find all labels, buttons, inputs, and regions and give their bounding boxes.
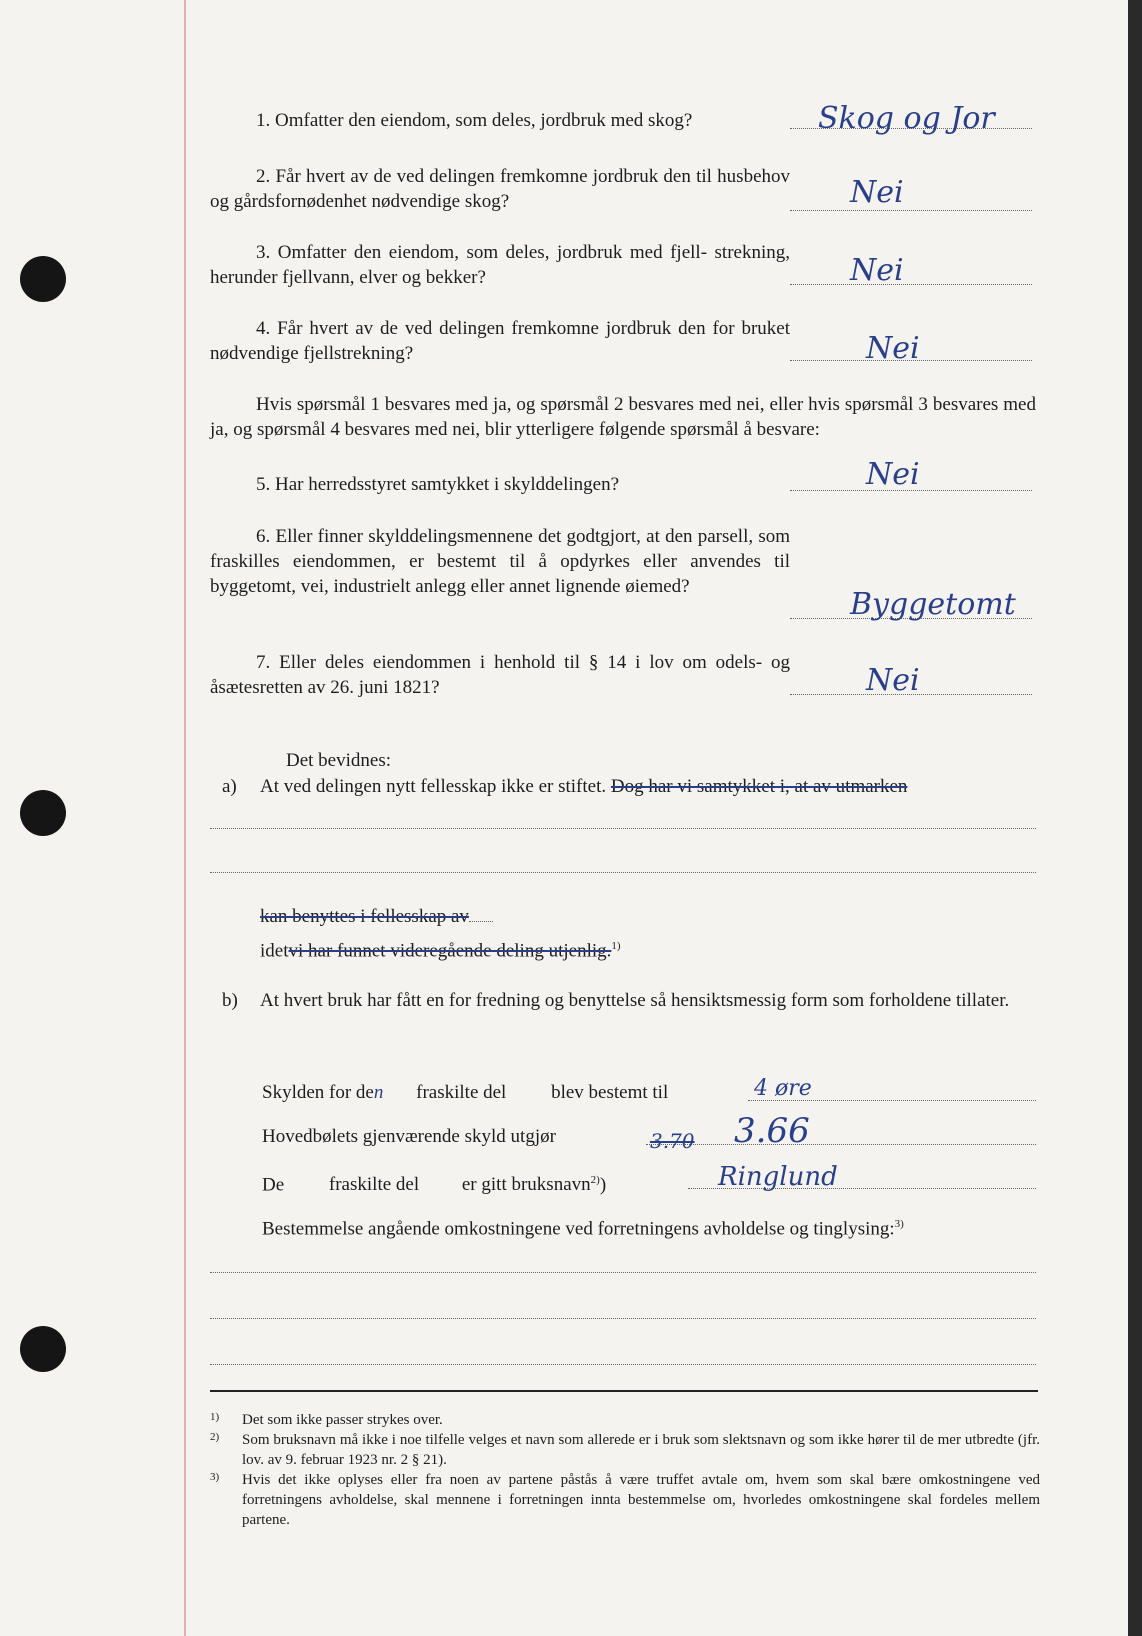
skyld-answer: 4 øre: [754, 1076, 812, 1101]
footnote-3: 3) Hvis det ikke oplyses eller fra noen av partene påstås å være truffet avtale om, hvem som skal bære omkostningene ved forretningens avholdelse, skal mennene i forretningen innta bestemmelse om, hvorledes omkostningene skal fordeles mellem partene.: [210, 1471, 1040, 1528]
item-a-label: a): [222, 776, 237, 797]
blank-line: [210, 1318, 1036, 1319]
footnote-2: 2) Som bruksnavn må ikke i noe tilfelle velges et navn som allerede er i bruk som slektsnavn og som ikke hører til de mer utbredte (jfr. lov. av 9. februar 1923 nr. 2 § 21).: [210, 1431, 1040, 1468]
bruksnavn-answer: Ringlund: [718, 1162, 838, 1192]
struck-value: 3.70: [650, 1129, 695, 1153]
question-3: 3. Omfatter den eiendom, som deles, jordbruk med fjell- strekning, herunder fjellvann, elver og bekker?: [210, 242, 790, 288]
answer-6: Byggetomt: [850, 587, 1016, 622]
answer-line: [790, 210, 1032, 211]
item-a-text: At ved delingen nytt fellesskap ikke er stiftet. Dog har vi samtykket i, at av utmarken: [260, 776, 908, 797]
item-b-label: b): [222, 990, 238, 1011]
item-b-text: At hvert bruk har fått en for fredning og benyttelse så hensiktsmessig form som forholdene tillater.: [260, 990, 1010, 1011]
item-a-line2: kan benyttes i fellesskap av: [260, 904, 493, 929]
question-5: 5. Har herredsstyret samtykket i skylddelingen?: [256, 474, 620, 495]
blank-line: [210, 828, 1036, 829]
skyld-line-3: De fraskilte del er gitt bruksnavn$^{2)}$): [262, 1174, 607, 1196]
footnote-1: 1) Det som ikke passer strykes over.: [210, 1411, 443, 1428]
answer-4: Nei: [866, 331, 920, 366]
skyld-line-4: Bestemmelse angående omkostningene ved forretningens avholdelse og tinglysing:$^{3)}$: [262, 1218, 904, 1240]
footnote-rule: [210, 1390, 1038, 1392]
punch-hole: [20, 256, 66, 302]
answer-line: [790, 284, 1032, 285]
skyld-line-1: Skylden for den fraskilte del blev bestemt til: [262, 1082, 669, 1103]
question-2: 2. Får hvert av de ved delingen fremkomne jordbruk den til husbehov og gårdsfornødenhet nødvendige skog?: [210, 166, 790, 212]
punch-hole: [20, 1326, 66, 1372]
question-1: 1. Omfatter den eiendom, som deles, jordbruk med skog?: [256, 110, 693, 131]
answer-2: Nei: [850, 175, 904, 210]
blank-line: [210, 1272, 1036, 1273]
question-4: 4. Får hvert av de ved delingen fremkomne jordbruk den for bruket nødvendige fjellstrekning?: [210, 318, 791, 364]
answer-3: Nei: [850, 253, 904, 288]
skyld-line-2: Hovedbølets gjenværende skyld utgjør: [262, 1126, 556, 1147]
answer-line: [646, 1144, 1036, 1145]
conditional-paragraph: Hvis spørsmål 1 besvares med ja, og spørsmål 2 besvares med nei, eller hvis spørsmål 3 besvares med ja, og spørsmål 4 besvares med nei, blir ytterligere følgende spørsmål å besvare:: [210, 394, 1036, 440]
blank-line: [210, 872, 1036, 873]
answer-7: Nei: [866, 663, 920, 698]
item-a-line3: idetvi har funnet videregående deling utjenlig.$^{1)}$: [260, 940, 621, 962]
certification-heading: Det bevidnes:: [286, 750, 392, 771]
answer-1: Skog og Jor: [818, 101, 995, 136]
question-6: 6. Eller finner skylddelingsmennene det godtgjort, at den parsell, som fraskilles eiendommen, er bestemt til å opdyrkes eller anvendes til byggetomt, vei, industrielt anlegg eller annet lignende øiemed?: [210, 526, 791, 597]
remaining-skyld-answer: 3.66: [734, 1111, 810, 1151]
blank-line: [210, 1364, 1036, 1365]
margin-line: [184, 0, 186, 1636]
question-7: 7. Eller deles eiendommen i henhold til § 14 i lov om odels- og åsætesretten av 26. juni 1821?: [210, 652, 790, 698]
answer-5: Nei: [866, 457, 920, 492]
punch-hole: [20, 790, 66, 836]
struck-text: Dog har vi samtykket i, at av utmarken: [610, 776, 908, 797]
